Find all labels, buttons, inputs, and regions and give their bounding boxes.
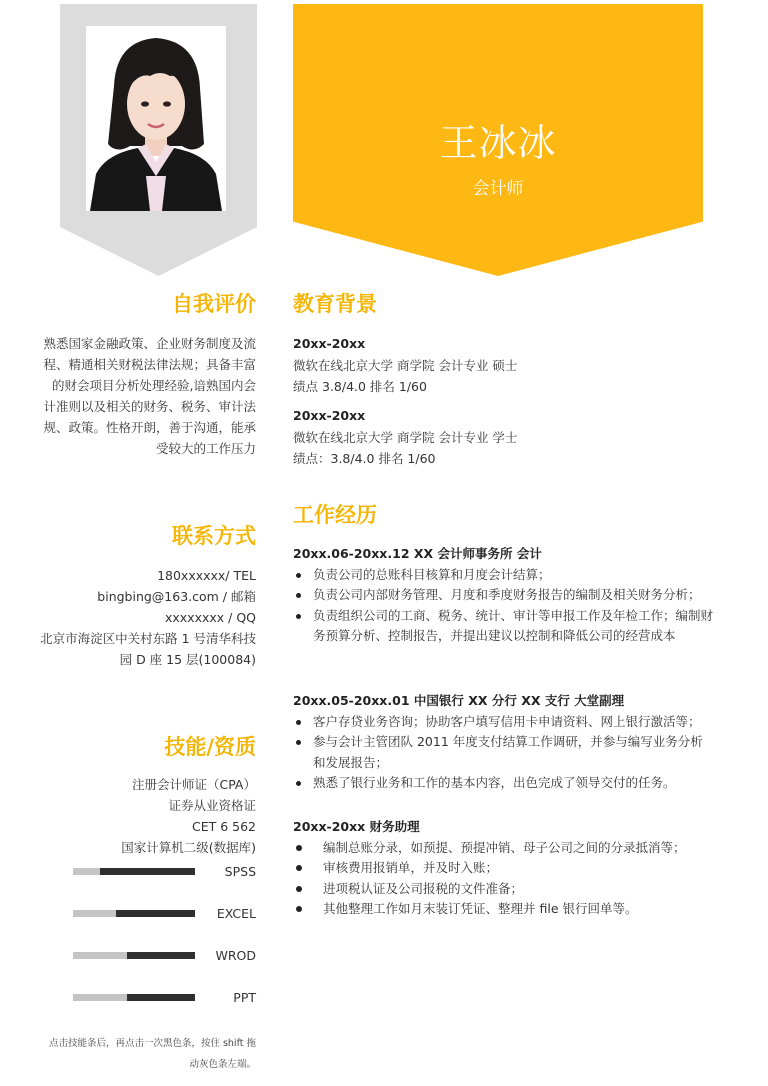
education-gpa: 绩点：3.8/4.0 排名 1/60	[293, 451, 436, 466]
cert-item: CET 6 562	[191, 819, 256, 834]
work-bullet: 编制总账分录，如预提、预提冲销、母子公司之间的分录抵消等；	[293, 838, 713, 859]
skill-label: SPSS	[224, 864, 256, 879]
contact-qq: xxxxxxxx / QQ	[164, 610, 256, 625]
contact-email: bingbing@163.com / 邮箱	[97, 589, 256, 604]
work-item	[293, 817, 713, 920]
work-item	[293, 691, 713, 794]
contact-address: 园 D 座 15 层(100084)	[119, 652, 256, 667]
contact-heading: 联系方式	[172, 524, 256, 548]
work-item-bullets	[293, 838, 713, 920]
skill-bar-fill[interactable]	[116, 910, 195, 917]
work-heading: 工作经历	[293, 503, 377, 527]
skill-bar-fill[interactable]	[127, 952, 195, 959]
self-eval-line: 规、政策。性格开朗，善于沟通，能承	[43, 420, 256, 435]
education-gpa: 绩点 3.8/4.0 排名 1/60	[293, 379, 427, 394]
work-bullet: 负责公司的总账科目核算和月度会计结算；	[293, 565, 713, 586]
skill-bar-hint	[36, 1033, 256, 1075]
skill-label: PPT	[233, 990, 256, 1005]
skill-bar-fill[interactable]	[100, 868, 195, 875]
skill-bar-excel[interactable]	[73, 910, 195, 917]
skill-label: WROD	[215, 948, 256, 963]
work-bullet: 熟悉了银行业务和工作的基本内容，出色完成了领导交付的任务。	[293, 773, 713, 794]
cert-item: 证券从业资格证	[168, 798, 256, 813]
education-item	[293, 405, 517, 470]
education-school: 微软在线北京大学 商学院 会计专业 硕士	[293, 357, 518, 373]
hint-line: 动灰色条左端。	[189, 1059, 256, 1070]
work-bullet: 负责组织公司的工商、税务、统计、审计等申报工作及年检工作；编制财务预算分析、控制报告，并提出建议以控制和降低公司的经营成本	[293, 606, 713, 647]
self-eval-text	[43, 333, 256, 459]
self-eval-line: 受较大的工作压力	[155, 441, 256, 456]
self-eval-line: 的财会项目分析处理经验,谙熟国内会	[52, 378, 256, 393]
work-item-bullets	[293, 712, 713, 794]
work-item-bullets	[293, 565, 713, 647]
education-date: 20xx-20xx	[293, 336, 366, 351]
self-eval-line: 熟悉国家金融政策、企业财务制度及流	[43, 336, 256, 351]
skill-bar-fill[interactable]	[127, 994, 195, 1001]
contact-address: 北京市海淀区中关村东路 1 号清华科技	[40, 631, 256, 646]
work-bullet: 负责公司内部财务管理、月度和季度财务报告的编制及相关财务分析；	[293, 585, 713, 606]
education-school: 微软在线北京大学 商学院 会计专业 学士	[293, 429, 518, 445]
contact-phone: 180xxxxxx/ TEL	[157, 568, 256, 583]
self-eval-line: 程、精通相关财税法律法规；具备丰富	[43, 357, 256, 372]
work-bullet: 参与会计主管团队 2011 年度支付结算工作调研，并参与编写业务分析和发展报告；	[293, 732, 713, 773]
work-item-title: 20xx.06-20xx.12 XX 会计师事务所 会计	[293, 546, 542, 561]
work-bullet: 客户存贷业务咨询；协助客户填写信用卡申请资料、网上银行激活等；	[293, 712, 713, 733]
self-eval-line: 计准则以及相关的财务、税务、审计法	[43, 399, 256, 414]
work-item	[293, 544, 713, 647]
self-eval-heading: 自我评价	[172, 292, 256, 316]
hint-line: 点击技能条后，再点击一次黑色条，按住 shift 拖	[48, 1038, 256, 1049]
education-date: 20xx-20xx	[293, 408, 366, 423]
profile-photo	[86, 26, 226, 211]
cert-list	[121, 774, 256, 858]
skill-label: EXCEL	[216, 906, 256, 921]
work-item-title: 20xx.05-20xx.01 中国银行 XX 分行 XX 支行 大堂副理	[293, 693, 625, 708]
work-item-title: 20xx-20xx 财务助理	[293, 819, 420, 834]
job-title: 会计师	[472, 179, 524, 199]
cert-item: 注册会计师证（CPA）	[131, 777, 256, 792]
skill-bar-ppt[interactable]	[73, 994, 195, 1001]
work-bullet: 其他整理工作如月末装订凭证、整理并 file 银行回单等。	[293, 899, 713, 920]
work-bullet: 审核费用报销单，并及时入账；	[293, 858, 713, 879]
person-name: 王冰冰	[439, 121, 557, 165]
education-item	[293, 333, 517, 398]
skills-heading: 技能/资质	[164, 735, 256, 759]
skill-bar-word[interactable]	[73, 952, 195, 959]
skill-bar-spss[interactable]	[73, 868, 195, 875]
portrait-illustration	[86, 26, 226, 211]
work-bullet: 进项税认证及公司报税的文件准备；	[293, 879, 713, 900]
cert-item: 国家计算机二级(数据库)	[121, 840, 256, 855]
contact-info	[40, 565, 256, 670]
education-heading: 教育背景	[293, 292, 377, 316]
